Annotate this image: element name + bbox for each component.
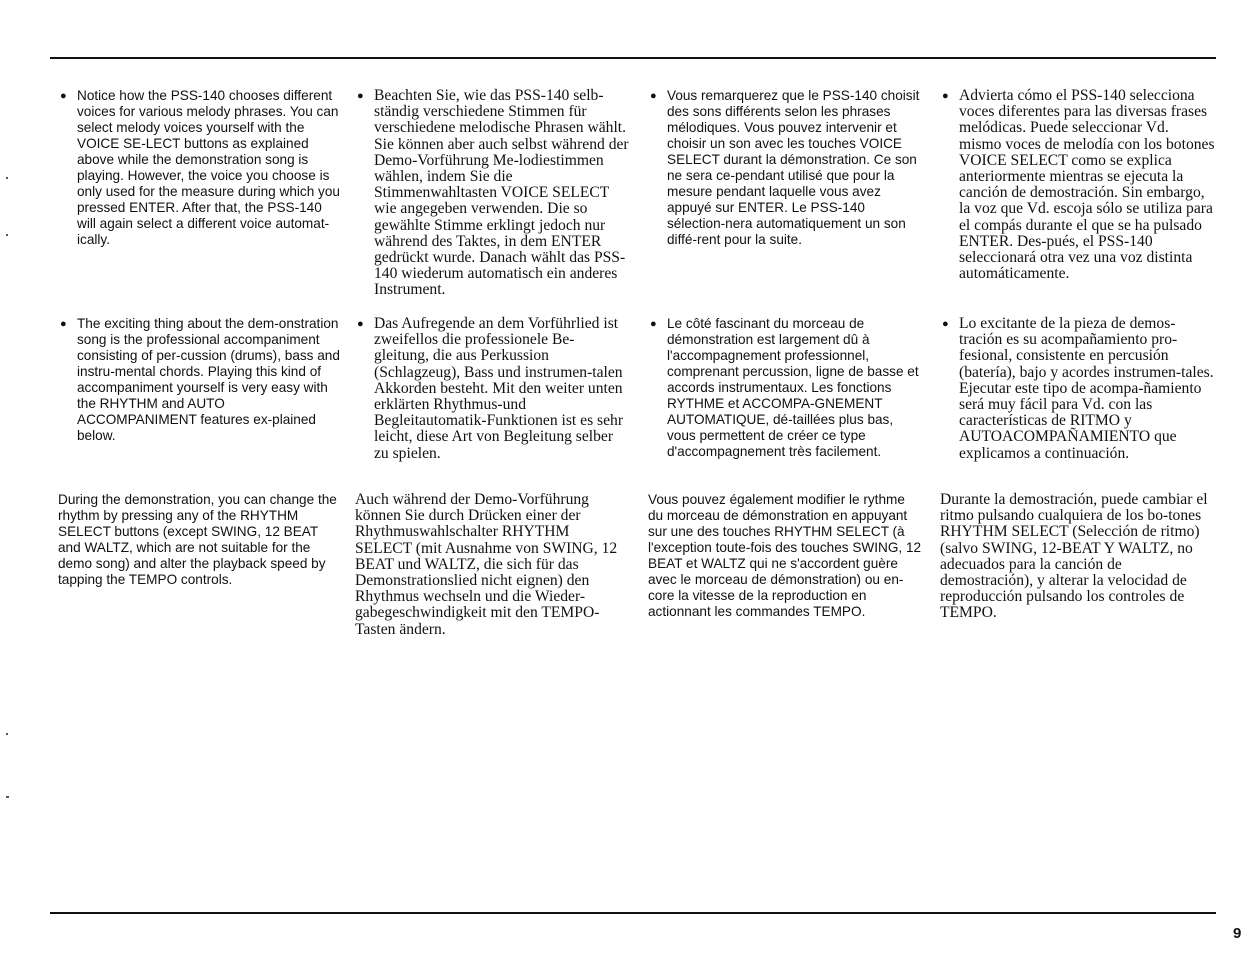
- paragraph-text: Lo excitante de la pieza de demos-tración es su acompañamiento pro-fesional, consistente en percusión (batería), bajo y acordes instrumen-tales. Ejecutar este tipo de acompa-ñamiento será muy fácil para Vd. con las características de RITMO y AUTOACOMPAÑAMIENTO que explicamos a continuación.: [959, 315, 1214, 462]
- paragraph-rhythm-tempo: Durante la demostración, puede cambiar el ritmo pulsando cualquiera de los bo-tones RHYTHM SELECT (Selección de ritmo) (salvo SWING, 12-BEAT Y WALTZ, no adecuados para la canción de demostración), y alterar la velocidad de reproducción pulsando los controles de TEMPO.: [940, 491, 1208, 622]
- scan-speck: [6, 234, 8, 236]
- paragraph-text: Notice how the PSS-140 chooses different voices for various melody phrases. You can select melody voices yourself with the VOICE SE-LECT buttons as explained above while the demonstration song is playing. However, the voice you choose is only used for the measure during which you pressed ENTER. After that, the PSS-140 will again select a different voice automat-ically.: [77, 88, 340, 247]
- paragraph-text: Beachten Sie, wie das PSS-140 selb-ständig verschiedene Stimmen für verschiedene melodische Phrasen wählt. Sie können aber auch selbst während der Demo-Vorführung Me-lodiestimmen wählen, indem Sie die Stimmenwahltasten VOICE SELECT wie angegeben verwenden. Die so gewählte Stimme erklingt jedoch nur während des Taktes, in dem ENTER gedrückt wurde. Danach wählt das PSS-140 wiederum automatisch ein anderes Instrument.: [374, 87, 629, 299]
- paragraph-text: Das Aufregende an dem Vorführlied ist zweifellos die professionele Be-gleitung, die aus Perkussion (Schlagzeug), Bass und instrumen-talen Akkorden besteht. Mit den weiter unten erklärten Rhythmus-und Begleitautomatik-Funktionen ist es sehr leicht, diese Art von Begleitung selber zu spielen.: [374, 315, 624, 462]
- bullet-icon: ●: [650, 318, 657, 330]
- bullet-paragraph-voice-selection: [355, 88, 629, 299]
- paragraph-text: Le côté fascinant du morceau de démonstration est largement dû à l'accompagnement professionnel, comprenant percussion, ligne de basse et accords instrumentaux. Les fonctions RYTHME et ACCOMPA-GNEMENT AUTOMATIQUE, dé-taillées plus bas, vous permettent de créer ce type d'accompagnement très facilement.: [667, 316, 919, 459]
- bullet-icon: ●: [650, 90, 657, 102]
- scan-speck: [6, 177, 8, 179]
- bullet-paragraph-accompaniment: [940, 316, 1215, 462]
- bullet-icon: ●: [942, 90, 949, 102]
- paragraph-rhythm-tempo: Auch während der Demo-Vorführung können Sie durch Drücken einer der Rhythmuswahlschalter RHYTHM SELECT (mit Ausnahme von SWING, 12 BEAT und WALTZ, die sich für das Demonstrationslied nicht eignen) den Rhythmus wechseln und die Wieder-gabegeschwindigkeit mit den TEMPO-Tasten ändern.: [355, 491, 618, 638]
- bullet-paragraph-voice-selection: [940, 88, 1215, 282]
- bullet-paragraph-voice-selection: [648, 88, 923, 248]
- bullet-paragraph-accompaniment: [648, 316, 923, 460]
- bullet-icon: ●: [60, 90, 67, 102]
- bullet-icon: ●: [357, 90, 364, 102]
- bullet-icon: ●: [942, 318, 949, 330]
- bullet-paragraph-accompaniment: [355, 316, 629, 462]
- paragraph-rhythm-tempo: Vous pouvez également modifier le rythme du morceau de démonstration en appuyant sur une des touches RHYTHM SELECT (à l'exception toute-fois des touches SWING, 12 BEAT et WALTZ qui ne s'accordent guère avec le morceau de démonstration) ou en-core la vitesse de la reproduction en actionnant les commandes TEMPO.: [648, 492, 922, 619]
- bullet-icon: ●: [357, 318, 364, 330]
- top-rule: [50, 57, 1216, 59]
- scan-speck: [6, 733, 8, 735]
- bottom-rule: [50, 912, 1216, 914]
- bullet-paragraph-voice-selection: [58, 88, 340, 248]
- bullet-paragraph-accompaniment: [58, 316, 340, 444]
- page-number: 9: [1233, 925, 1242, 942]
- paragraph-text: Vous remarquerez que le PSS-140 choisit des sons différents selon les phrases mélodiques. Vous pouvez intervenir et choisir un son avec les touches VOICE SELECT durant la démonstration. Ce son ne sera ce-pendant utilisé que pour la mesure pendant laquelle vous avez appuyé sur ENTER. Le PSS-140 sélection-nera automatiquement un son diffé-rent pour la suite.: [667, 88, 920, 247]
- scan-speck: [6, 796, 9, 798]
- paragraph-text: The exciting thing about the dem-onstration song is the professional accompaniment consisting of per-cussion (drums), bass and instru-mental chords. Playing this kind of accompaniment yourself is very easy with the RHYTHM and AUTO ACCOMPANIMENT features ex-plained below.: [77, 316, 340, 443]
- paragraph-text: Advierta cómo el PSS-140 selecciona voces diferentes para las diversas frases melódicas. Puede seleccionar Vd. mismo voces de melodía con los botones VOICE SELECT como se explica anteriormente mientras se ejecuta la canción de demostración. Sin embargo, la voz que Vd. escoja sólo se utiliza para el compás durante el que se ha pulsado ENTER. Des-pués, el PSS-140 seleccionará otra vez una voz distinta automáticamente.: [959, 87, 1215, 283]
- bullet-icon: ●: [60, 318, 67, 330]
- paragraph-rhythm-tempo: During the demonstration, you can change the rhythm by pressing any of the RHYTHM SELECT buttons (except SWING, 12 BEAT and WALTZ, which are not suitable for the demo song) and alter the playback speed by tapping the TEMPO controls.: [58, 492, 337, 587]
